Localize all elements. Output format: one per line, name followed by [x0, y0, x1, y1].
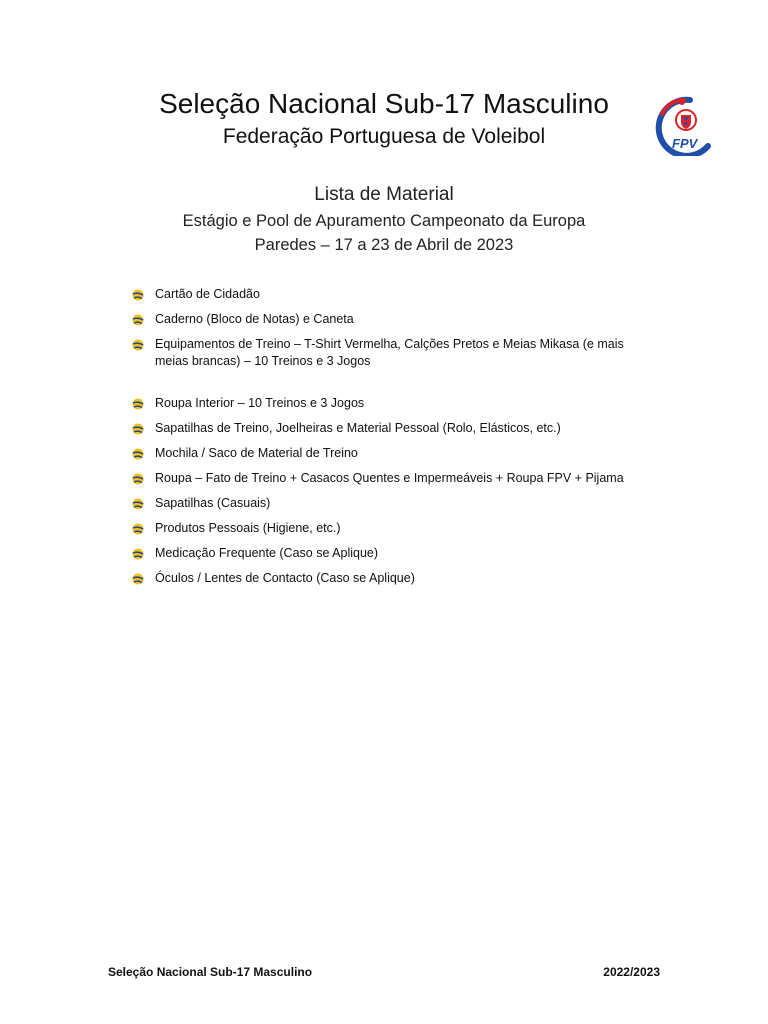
volleyball-bullet-icon — [132, 448, 144, 460]
list-item-text: Medicação Frequente (Caso se Aplique) — [155, 546, 379, 560]
list-item — [132, 395, 652, 412]
volleyball-bullet-icon — [132, 314, 144, 326]
list-item-text: Equipamentos de Treino – T-Shirt Vermelha, Calções Pretos e Meias Mikasa (e mais meias brancas) – 10 Treinos e 3 Jogos — [155, 337, 624, 368]
list-item — [132, 520, 652, 537]
federation-name: Federação Portuguesa de Voleibol — [222, 125, 546, 148]
list-title: Lista de Material — [314, 184, 454, 205]
footer-season: 2022/2023 — [603, 965, 660, 979]
list-item — [132, 570, 652, 587]
list-item — [132, 420, 652, 437]
list-item-text: Mochila / Saco de Material de Treino — [155, 446, 358, 460]
list-item — [132, 336, 652, 370]
volleyball-bullet-icon — [132, 398, 144, 410]
volleyball-bullet-icon — [132, 423, 144, 435]
volleyball-bullet-icon — [132, 339, 144, 351]
volleyball-bullet-icon — [132, 473, 144, 485]
list-heading — [0, 181, 768, 257]
list-item-text: Caderno (Bloco de Notas) e Caneta — [155, 312, 354, 326]
volleyball-bullet-icon — [132, 289, 144, 301]
event-name: Estágio e Pool de Apuramento Campeonato da Europa — [182, 212, 586, 230]
event-dates: Paredes – 17 a 23 de Abril de 2023 — [254, 236, 514, 254]
volleyball-bullet-icon — [132, 548, 144, 560]
list-item — [132, 495, 652, 512]
list-item-text: Cartão de Cidadão — [155, 287, 260, 301]
material-list — [132, 286, 652, 587]
list-item — [132, 545, 652, 562]
list-item-text: Produtos Pessoais (Higiene, etc.) — [155, 521, 341, 535]
volleyball-bullet-icon — [132, 573, 144, 585]
document-title: Seleção Nacional Sub-17 Masculino — [159, 88, 609, 119]
list-item — [132, 470, 652, 487]
list-item-text: Óculos / Lentes de Contacto (Caso se Aplique) — [155, 571, 415, 585]
logo-text: FPV — [672, 136, 698, 151]
list-item-text: Roupa – Fato de Treino + Casacos Quentes e Impermeáveis + Roupa FPV + Pijama — [155, 471, 624, 485]
list-item — [132, 286, 652, 303]
list-item-text: Roupa Interior – 10 Treinos e 3 Jogos — [155, 396, 365, 410]
fpv-logo — [650, 94, 714, 156]
list-item — [132, 445, 652, 462]
list-item-text: Sapatilhas de Treino, Joelheiras e Material Pessoal (Rolo, Elásticos, etc.) — [155, 421, 561, 435]
list-item — [132, 311, 652, 328]
volleyball-bullet-icon — [132, 498, 144, 510]
list-item-text: Sapatilhas (Casuais) — [155, 496, 271, 510]
footer-team: Seleção Nacional Sub-17 Masculino — [108, 965, 313, 979]
volleyball-bullet-icon — [132, 523, 144, 535]
